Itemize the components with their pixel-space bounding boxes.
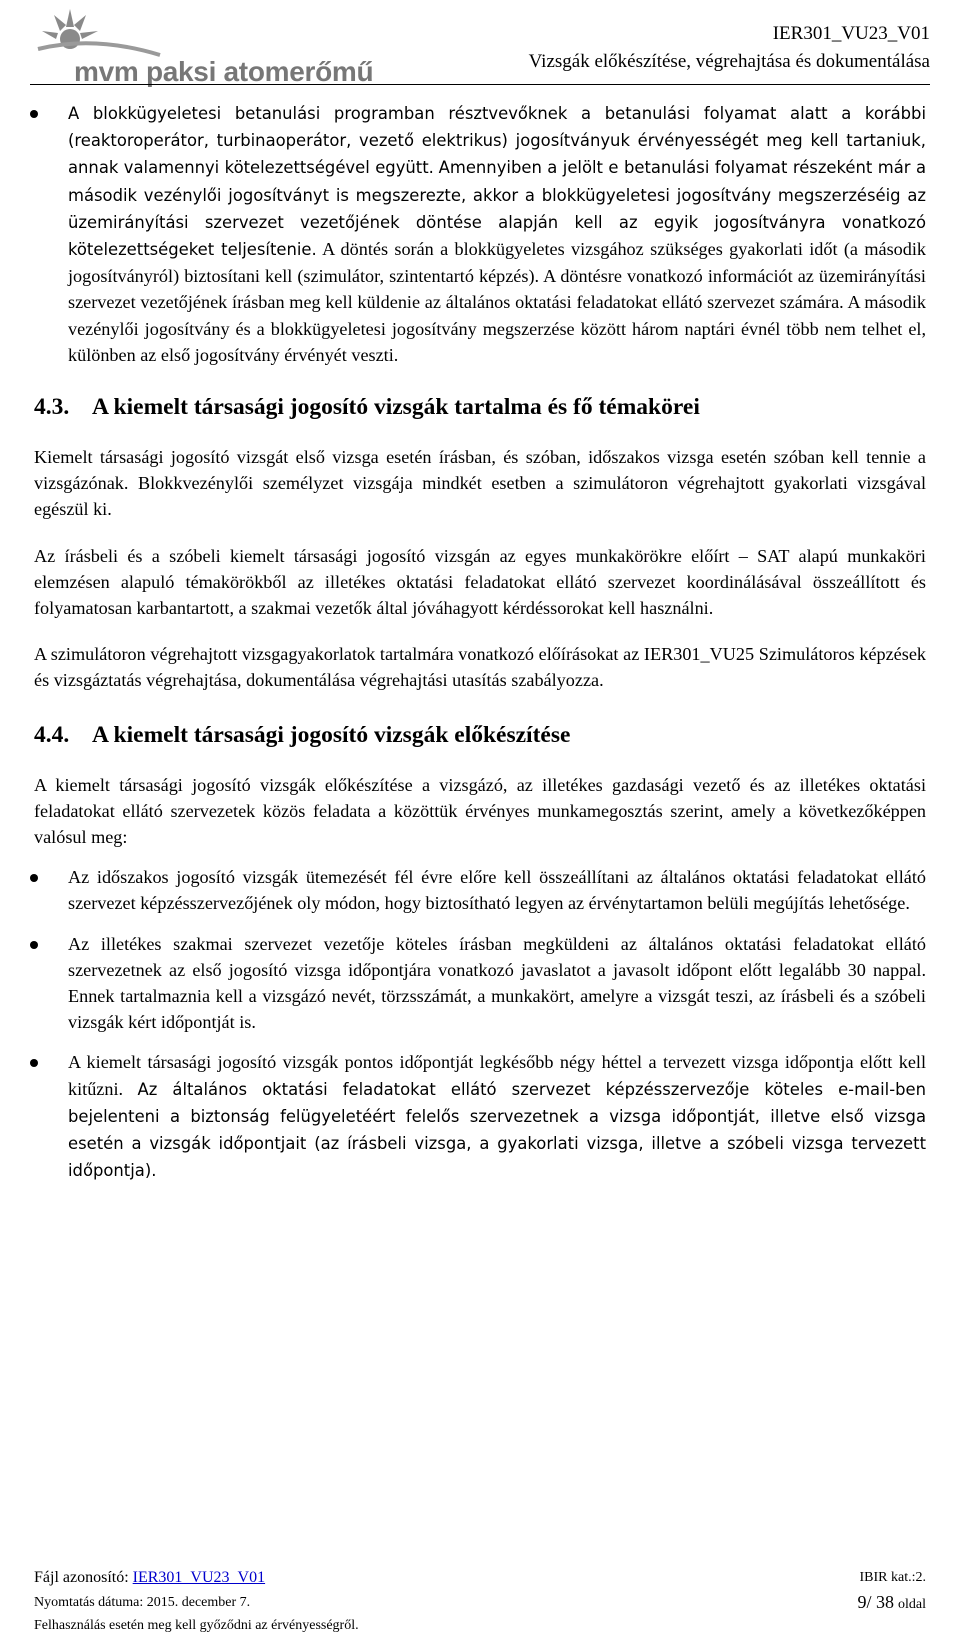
bullet-icon bbox=[30, 941, 38, 949]
section-number: 4.3. bbox=[34, 394, 70, 421]
paragraph: Az írásbeli és a szóbeli kiemelt társasági jogosító vizsgán az egyes munkakörökre előírt – SAT alapú munkaköri elemzésen alapuló témakörökből az illetékes oktatási feladatokat ellátó szervezet koordinálásával összeállított és folyamatosan karbantartott, a szakmai vezetők által jóváhagyott kérdéssorokat kell használni. bbox=[34, 545, 926, 619]
file-id-link[interactable]: IER301_VU23_V01 bbox=[132, 1569, 266, 1586]
paragraph: A kiemelt társasági jogosító vizsgák előkészítése a vizsgázó, az illetékes gazdasági vezető és az illetékes oktatási feladatokat ellátó szervezetek közös feladata a közöttük érvényes munkamegosztás szerint, amely a következőképpen valósul meg: bbox=[34, 774, 926, 848]
paragraph: Kiemelt társasági jogosító vizsgát első vizsga esetén írásban, és szóban, időszakos vizsga esetén szóban kell tennie a vizsgázónak. Blokkvezénylői személyzet vizsgája mindkét esetben a szimulátoron végrehajtott gyakorlati vizsgával egészül ki. bbox=[34, 447, 926, 520]
paragraph-text: Amennyiben a jelölt e betanulási folyamat részeként már a második vezénylői jogosítványt is megszerezte, akkor a blokkügyeletesi jogosítvány megszerzéséig az üzemirányítási szervezet vezetőjének döntése alapján kell az egyik jogosítványra vonatkozó kötelezettségeket teljesítenie. bbox=[68, 158, 927, 260]
list-item bbox=[34, 100, 926, 368]
page-total: / 38 bbox=[866, 1592, 894, 1612]
page-header bbox=[0, 0, 960, 90]
list-item bbox=[34, 864, 926, 916]
ibir-category: IBIR kat.:2. bbox=[859, 1570, 926, 1585]
list-item bbox=[34, 1049, 926, 1184]
bullet-icon bbox=[30, 874, 38, 882]
paragraph-text: A blokkügyeletesi betanulási programban résztvevőknek a betanulási folyamat alatt a korábbi (reaktoroperátor, turbinaoperátor, vezető elektrikus) jogosítványuk érvényességét meg kell tartaniuk, annak valamennyi kötelezettségével együtt. bbox=[68, 104, 926, 178]
paragraph-text: Ennek tartalmaznia kell a vizsgázó nevét, törzsszámát, a munkakört, amelyre a vizsgát teszi, az írásbeli és a szóbeli vizsgák kért időpontját is. bbox=[68, 986, 926, 1033]
logo-text: mvm paksi atomerőmű bbox=[74, 56, 374, 87]
section-heading bbox=[34, 392, 926, 422]
header-doc-info bbox=[529, 20, 930, 76]
footer-row bbox=[34, 1566, 926, 1590]
section-heading bbox=[34, 720, 926, 750]
page-number: 9 bbox=[857, 1592, 867, 1612]
paragraph-text: A döntés során a blokkügyeletes vizsgához szükséges gyakorlati időt (a második jogosítványról) biztosítani kell (szimulátor, szintentartó képzés). bbox=[68, 239, 926, 287]
header-doc-title: Vizsgák előkészítése, végrehajtása és dokumentálása bbox=[528, 51, 930, 72]
paragraph-text: A kiemelt társasági jogosító vizsgák pontos időpontját legkésőbb négy héttel a tervezett vizsga időpontja előtt kell kitűzni. bbox=[68, 1052, 926, 1099]
bullet-icon bbox=[30, 1059, 38, 1067]
document-body bbox=[34, 100, 926, 1185]
page-word: oldal bbox=[898, 1597, 926, 1612]
section-title: A kiemelt társasági jogosító vizsgák előkészítése bbox=[92, 721, 571, 748]
section-number: 4.4. bbox=[34, 721, 70, 748]
paragraph-text: A második vezénylői jogosítvány és a blokkügyeletesi jogosítvány megszerzése között három naptári évnél több nem telhet el, különben az első jogosítvány érvényét veszti. bbox=[68, 292, 926, 365]
validity-note: Felhasználás esetén meg kell győződni az érvényességről. bbox=[34, 1618, 359, 1633]
section-title: A kiemelt társasági jogosító vizsgák tartalma és fő témakörei bbox=[92, 394, 700, 421]
paragraph-text: Az időszakos jogosító vizsgák ütemezését fél évre előre kell összeállítani az általános oktatási feladatokat ellátó szervezet képzésszervezőjének oly módon, hogy biztosítható legyen az érvénytartamon belüli megújítás lehetősége. bbox=[68, 867, 926, 914]
file-id-label: Fájl azonosító: bbox=[34, 1569, 133, 1586]
paragraph-text: Az általános oktatási feladatokat ellátó szervezet képzésszervezője köteles e-mail-ben bejelenteni a biztonság felügyeletéért felelős szervezetnek a vizsga időpontját, illetve első vizsga esetén a vizsgák időpontjait (az írásbeli vizsga, a gyakorlati vizsga, illetve a szóbeli vizsga tervezett időpontja). bbox=[68, 1079, 926, 1181]
company-logo bbox=[34, 5, 374, 87]
print-date: Nyomtatás dátuma: 2015. december 7. bbox=[34, 1595, 251, 1610]
list-item bbox=[34, 931, 926, 1036]
page-indicator bbox=[857, 1590, 926, 1617]
page-footer bbox=[34, 1566, 926, 1638]
paragraph-text: Az illetékes szakmai szervezet vezetője köteles írásban megküldeni az általános oktatási feladatokat ellátó szervezetnek az első jogosító vizsga időpontjára vonatkozó javaslatot a javasolt időpont előtt legalább 30 nappal. bbox=[68, 933, 926, 980]
header-divider bbox=[30, 84, 930, 85]
footer-row bbox=[34, 1590, 926, 1614]
header-doc-id: IER301_VU23_V01 bbox=[772, 23, 930, 44]
bullet-icon bbox=[30, 110, 38, 118]
paragraph-text: A döntésre vonatkozó információt az üzemirányítási szervezet vezetőjének írásban meg kell küldenie az általános oktatási feladatokat ellátó szervezet számára. bbox=[68, 266, 926, 313]
paragraph: A szimulátoron végrehajtott vizsgagyakorlatok tartalmára vonatkozó előírásokat az IER301_VU25 Szimulátoros képzések és vizsgáztatás végrehajtása, dokumentálása végrehajtási utasítás szabályozza. bbox=[34, 644, 926, 691]
